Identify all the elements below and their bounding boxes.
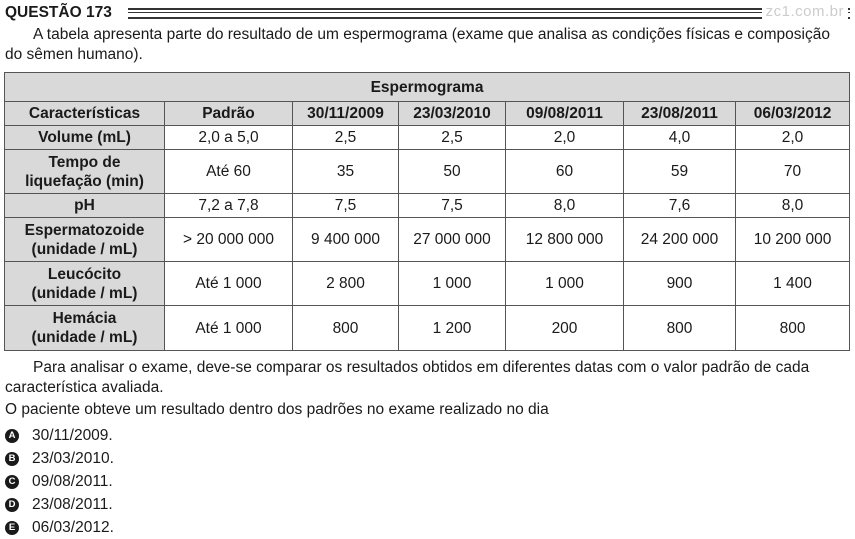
table-cell: 2,5 [399, 126, 506, 150]
table-cell: 800 [624, 306, 736, 351]
table-cell: 50 [399, 150, 506, 194]
table-row [5, 262, 850, 306]
intro-line-1: A tabela apresenta parte do resultado de um espermograma (exame que analisa as condições físicas e composição [33, 26, 830, 43]
table-cell: 2,0 [736, 126, 850, 150]
question-prompt: O paciente obteve um resultado dentro dos padrões no exame realizado no dia [5, 401, 549, 418]
table-cell: 1 000 [506, 262, 624, 306]
option-b[interactable] [5, 447, 114, 470]
table-cell: 10 200 000 [736, 218, 850, 262]
table-cell: 59 [624, 150, 736, 194]
table-cell: 2,0 a 5,0 [165, 126, 293, 150]
option-text: 23/03/2010. [32, 449, 114, 467]
table-cell: 8,0 [736, 194, 850, 218]
option-letter-badge: A [5, 429, 19, 443]
question-header [5, 3, 850, 23]
option-letter-badge: E [5, 521, 19, 535]
header-rule [128, 8, 850, 19]
table-cell: 7,5 [399, 194, 506, 218]
table-header-row [5, 102, 850, 126]
table-cell: 2 800 [293, 262, 399, 306]
row-header: Hemácia (unidade / mL) [5, 306, 165, 351]
option-a[interactable] [5, 424, 114, 447]
table-row [5, 306, 850, 351]
option-text: 06/03/2012. [32, 518, 114, 536]
table-cell: 2,5 [293, 126, 399, 150]
table-cell: 1 400 [736, 262, 850, 306]
option-text: 30/11/2009. [32, 426, 113, 444]
table-row [5, 218, 850, 262]
option-letter-badge: D [5, 498, 19, 512]
table-cell: 35 [293, 150, 399, 194]
col-header: 30/11/2009 [293, 102, 399, 126]
table-cell: 7,5 [293, 194, 399, 218]
table-cell: 200 [506, 306, 624, 351]
table-cell: 4,0 [624, 126, 736, 150]
table-cell: 900 [624, 262, 736, 306]
col-header: 09/08/2011 [506, 102, 624, 126]
option-d[interactable] [5, 493, 114, 516]
answer-options [5, 424, 114, 539]
table-cell: Até 60 [165, 150, 293, 194]
col-header: 06/03/2012 [736, 102, 850, 126]
table-cell: 27 000 000 [399, 218, 506, 262]
row-header: Volume (mL) [5, 126, 165, 150]
table-cell: 8,0 [506, 194, 624, 218]
table-cell: 800 [293, 306, 399, 351]
row-header: pH [5, 194, 165, 218]
table-cell: 1 200 [399, 306, 506, 351]
table-cell: 7,2 a 7,8 [165, 194, 293, 218]
table-cell: 60 [506, 150, 624, 194]
table-caption: Espermograma [5, 73, 850, 102]
option-text: 23/08/2011. [32, 495, 113, 513]
table-cell: Até 1 000 [165, 262, 293, 306]
option-letter-badge: C [5, 475, 19, 489]
option-letter-badge: B [5, 452, 19, 466]
col-header: 23/08/2011 [624, 102, 736, 126]
table-row [5, 150, 850, 194]
intro-line-2: do sêmen humano). [5, 46, 143, 63]
col-header: 23/03/2010 [399, 102, 506, 126]
row-header: Leucócito (unidade / mL) [5, 262, 165, 306]
table-cell: Até 1 000 [165, 306, 293, 351]
row-header: Espermatozoide (unidade / mL) [5, 218, 165, 262]
table-cell: 24 200 000 [624, 218, 736, 262]
option-text: 09/08/2011. [32, 472, 113, 490]
table-cell: 12 800 000 [506, 218, 624, 262]
table-cell: 1 000 [399, 262, 506, 306]
col-header: Padrão [165, 102, 293, 126]
question-number: QUESTÃO 173 [5, 4, 112, 21]
watermark: zc1.com.br [762, 3, 848, 20]
table-cell: 800 [736, 306, 850, 351]
col-header: Características [5, 102, 165, 126]
table-cell: 70 [736, 150, 850, 194]
table-row [5, 194, 850, 218]
spermogram-table [4, 72, 850, 351]
table-cell: 7,6 [624, 194, 736, 218]
option-c[interactable] [5, 470, 114, 493]
table-cell: > 20 000 000 [165, 218, 293, 262]
analysis-line-2: característica avaliada. [5, 379, 164, 396]
table-row [5, 126, 850, 150]
row-header: Tempo de liquefação (min) [5, 150, 165, 194]
analysis-line-1: Para analisar o exame, deve-se comparar os resultados obtidos em diferentes datas com o valor padrão de cada [33, 359, 810, 376]
table-cell: 2,0 [506, 126, 624, 150]
table-cell: 9 400 000 [293, 218, 399, 262]
